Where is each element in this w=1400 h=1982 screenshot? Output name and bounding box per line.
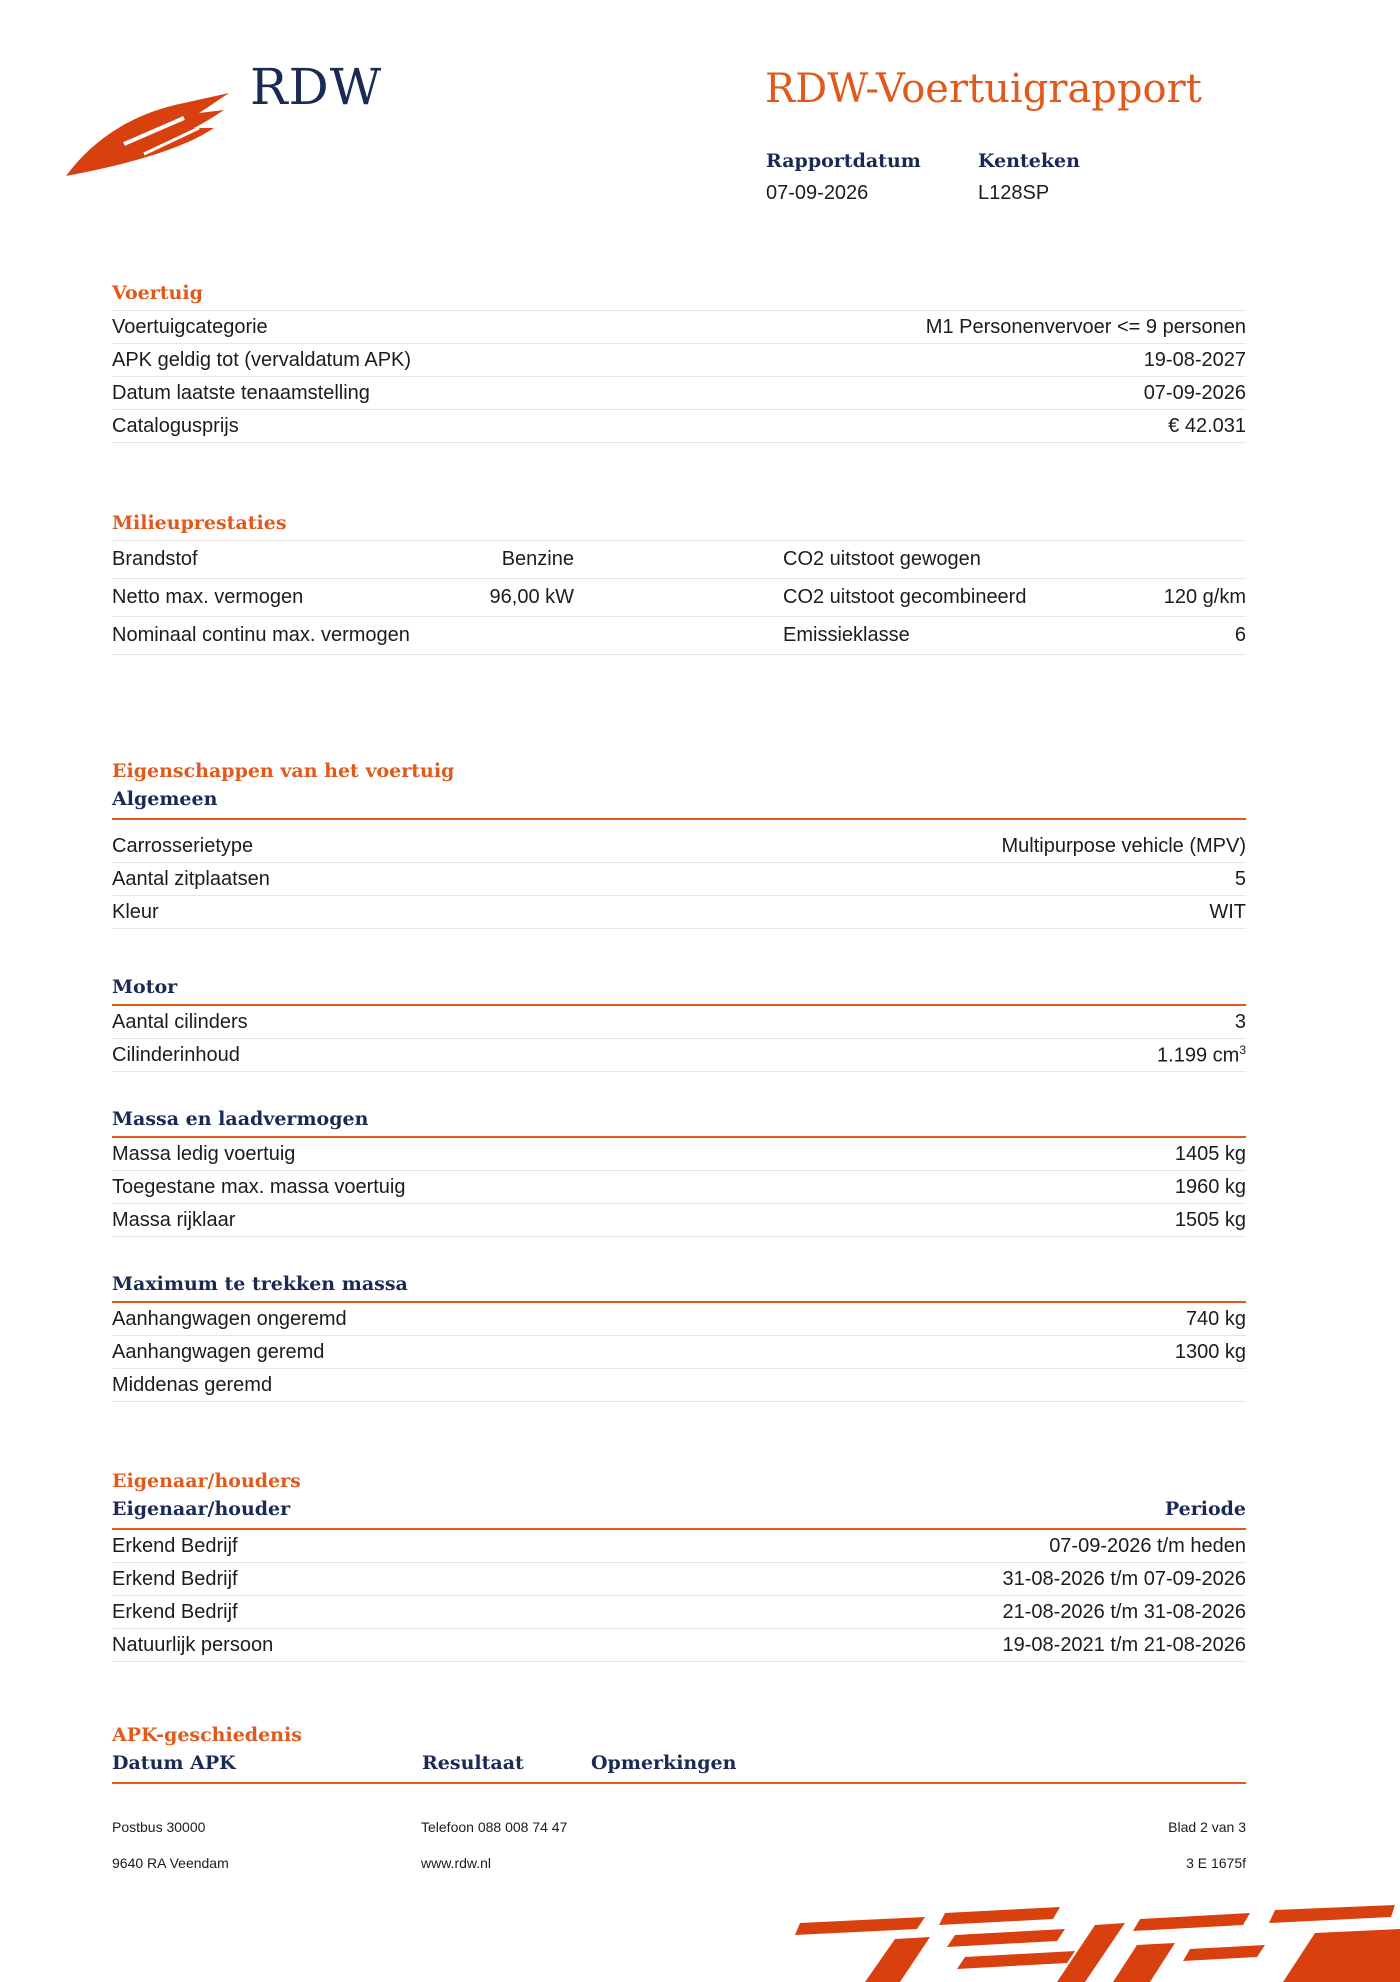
row-value: 1960 kg — [1174, 1175, 1246, 1198]
table-row — [112, 410, 1246, 443]
table-row — [112, 540, 1246, 579]
footer-city: 9640 RA Veendam — [112, 1855, 229, 1871]
section-eigenaars — [112, 1470, 1246, 1662]
plate-value: L128SP — [978, 182, 1050, 204]
section-title: Voertuig — [112, 282, 203, 304]
footer-page: Blad 2 van 3 — [1168, 1819, 1246, 1835]
report-date-label: Rapportdatum — [766, 150, 921, 172]
table-row — [112, 1369, 1246, 1402]
footer-stripes-icon — [795, 1905, 1400, 1982]
row-value: 19-08-2027 — [1143, 348, 1246, 371]
table-row — [112, 1530, 1246, 1563]
table-row — [112, 1138, 1246, 1171]
row-label: Massa rijklaar — [112, 1208, 236, 1231]
table-row — [112, 896, 1246, 929]
table-row — [112, 1039, 1246, 1072]
footer-web: www.rdw.nl — [421, 1855, 492, 1871]
plate-block — [978, 150, 1080, 205]
owner-cell: Erkend Bedrijf — [112, 1567, 238, 1590]
section-apk — [112, 1724, 1246, 1784]
owner-cell: Natuurlijk persoon — [112, 1633, 274, 1656]
subsection-title-motor: Motor — [112, 976, 1246, 1006]
row-value: € 42.031 — [1168, 414, 1246, 437]
table-row — [112, 1171, 1246, 1204]
table-row — [112, 1629, 1246, 1662]
row-value: M1 Personenvervoer <= 9 personen — [925, 315, 1246, 338]
report-date-block — [766, 150, 921, 205]
table-row — [112, 1336, 1246, 1369]
section-title: APK-geschiedenis — [112, 1724, 302, 1746]
section-title: Eigenaar/houders — [112, 1470, 301, 1492]
col-date-header: Datum APK — [112, 1752, 236, 1774]
row-value: 6 — [1234, 624, 1246, 646]
row-value: 96,00 kW — [489, 586, 574, 608]
page-title: RDW-Voertuigrapport — [765, 66, 1202, 112]
section-title: Milieuprestaties — [112, 512, 287, 534]
section-milieu — [112, 512, 1246, 655]
row-label: Datum laatste tenaamstelling — [112, 381, 370, 404]
row-label: CO2 uitstoot gewogen — [783, 548, 981, 570]
period-cell: 31-08-2026 t/m 07-09-2026 — [1002, 1567, 1246, 1590]
row-label: APK geldig tot (vervaldatum APK) — [112, 348, 412, 371]
owner-cell: Erkend Bedrijf — [112, 1600, 238, 1623]
table-row — [112, 1303, 1246, 1336]
table-row — [112, 1563, 1246, 1596]
footer-postbus: Postbus 30000 — [112, 1819, 206, 1835]
row-label: Emissieklasse — [783, 624, 910, 646]
plate-label: Kenteken — [978, 150, 1080, 172]
table-row — [112, 377, 1246, 410]
subsection-massa — [112, 1108, 1246, 1237]
row-label: CO2 uitstoot gecombineerd — [783, 586, 1027, 608]
row-label: Carrosserietype — [112, 834, 254, 857]
period-cell: 21-08-2026 t/m 31-08-2026 — [1002, 1600, 1246, 1623]
table-row — [112, 344, 1246, 377]
row-value: Multipurpose vehicle (MPV) — [1001, 834, 1246, 857]
table-row — [112, 617, 1246, 655]
row-label: Massa ledig voertuig — [112, 1142, 296, 1165]
logo-text: RDW — [250, 58, 383, 116]
table-row — [112, 1596, 1246, 1629]
col-owner-header: Eigenaar/houder — [112, 1498, 291, 1520]
period-cell: 07-09-2026 t/m heden — [1049, 1534, 1246, 1557]
table-row — [112, 579, 1246, 617]
row-label: Toegestane max. massa voertuig — [112, 1175, 406, 1198]
table-row — [112, 1006, 1246, 1039]
footer-phone: Telefoon 088 008 74 47 — [421, 1819, 568, 1835]
subsection-title-massa: Massa en laadvermogen — [112, 1108, 1246, 1138]
apk-header — [112, 1752, 1246, 1784]
table-row — [112, 863, 1246, 896]
row-value: 07-09-2026 — [1143, 381, 1246, 404]
report-date-value: 07-09-2026 — [766, 182, 869, 204]
footer-code: 3 E 1675f — [1186, 1855, 1246, 1871]
row-label: Cilinderinhoud — [112, 1043, 240, 1066]
owners-header — [112, 1498, 1246, 1530]
period-cell: 19-08-2021 t/m 21-08-2026 — [1002, 1633, 1246, 1656]
row-label: Middenas geremd — [112, 1373, 273, 1396]
subsection-title-algemeen: Algemeen — [112, 788, 1246, 820]
row-value: 1.199 $cm^3$ — [1157, 1042, 1246, 1067]
row-value: 5 — [1234, 867, 1246, 890]
row-value: 1300 kg — [1174, 1340, 1246, 1363]
row-value: 740 kg — [1185, 1307, 1246, 1330]
row-label: Voertuigcategorie — [112, 315, 268, 338]
row-label: Catalogusprijs — [112, 414, 239, 437]
col-remarks-header: Opmerkingen — [591, 1752, 737, 1774]
subsection-motor — [112, 976, 1246, 1072]
row-label: Kleur — [112, 900, 159, 923]
row-value: 1405 kg — [1174, 1142, 1246, 1165]
subsection-title-trekken: Maximum te trekken massa — [112, 1273, 1246, 1303]
col-period-header: Periode — [1164, 1498, 1246, 1520]
row-value: 120 g/km — [1163, 586, 1246, 608]
row-label: Aanhangwagen ongeremd — [112, 1307, 347, 1330]
row-value: 1505 kg — [1174, 1208, 1246, 1231]
section-title: Eigenschappen van het voertuig — [112, 760, 455, 782]
table-row — [112, 1204, 1246, 1237]
subsection-trekken — [112, 1273, 1246, 1402]
row-label: Aantal zitplaatsen — [112, 867, 270, 890]
unit-superscript: 3 — [1239, 1042, 1246, 1057]
owner-cell: Erkend Bedrijf — [112, 1534, 238, 1557]
row-value: WIT — [1209, 900, 1246, 923]
section-voertuig — [112, 282, 1246, 443]
row-label: Aantal cilinders — [112, 1010, 248, 1033]
row-value: 3 — [1234, 1010, 1246, 1033]
row-value: Benzine — [501, 548, 574, 570]
row-label: Aanhangwagen geremd — [112, 1340, 325, 1363]
section-eigenschappen — [112, 760, 1246, 929]
col-result-header: Resultaat — [422, 1752, 524, 1774]
row-label: Netto max. vermogen — [112, 586, 304, 608]
row-label: Brandstof — [112, 548, 198, 570]
table-row — [112, 310, 1246, 344]
row-label: Nominaal continu max. vermogen — [112, 624, 410, 646]
table-row — [112, 830, 1246, 863]
